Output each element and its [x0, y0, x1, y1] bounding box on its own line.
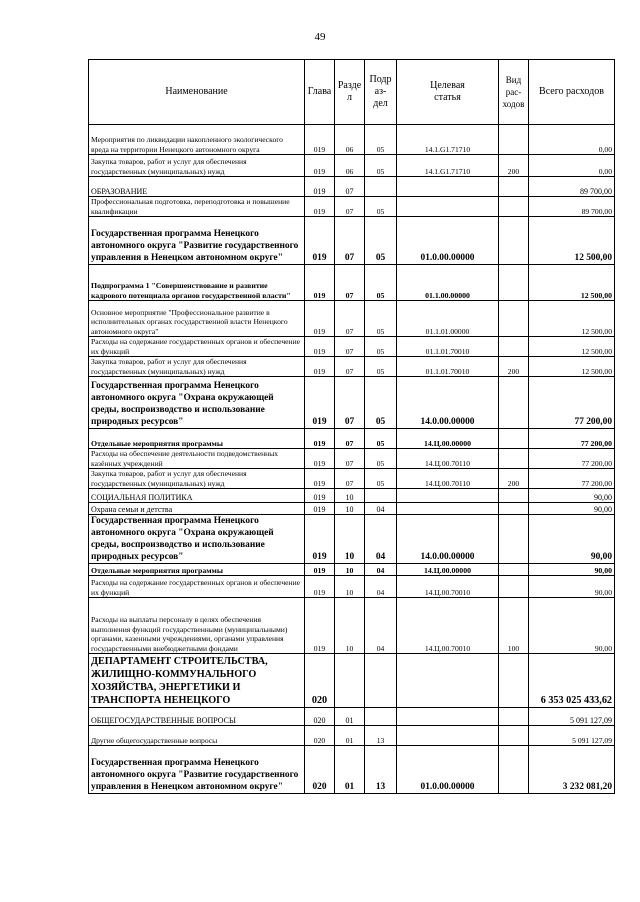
- row-total: 12 500,00: [529, 265, 615, 301]
- row-total: 90,00: [529, 489, 615, 503]
- col-header-name: Наименование: [89, 60, 305, 125]
- row-name: Профессиональная подготовка, переподготовка и повышение квалификации: [89, 197, 305, 217]
- table-header-row: [89, 60, 615, 125]
- table-body: [89, 125, 615, 794]
- row-chapter: 020: [305, 726, 335, 746]
- row-section: 07: [335, 301, 365, 337]
- row-subsection: 04: [365, 503, 397, 515]
- row-name: Закупка товаров, работ и услуг для обеспечения государственных (муниципальных) нужд: [89, 155, 305, 177]
- row-subsection: 05: [365, 125, 397, 155]
- row-total: 5 091 127,09: [529, 708, 615, 726]
- row-subsection: 04: [365, 515, 397, 564]
- row-expense-type: [499, 746, 529, 794]
- row-section: 07: [335, 197, 365, 217]
- table-row: [89, 654, 615, 708]
- budget-table: [88, 59, 615, 794]
- row-name: Расходы на выплаты персоналу в целях обеспечения выполнения функций государственными (муниципальными) органами, казенными учреждениями, органами управления государственными внебюджетными фондами: [89, 598, 305, 654]
- row-target: 14.1.G1.71710: [397, 125, 499, 155]
- row-section: 07: [335, 217, 365, 265]
- row-total: 0,00: [529, 125, 615, 155]
- row-expense-type: [499, 265, 529, 301]
- row-expense-type: 200: [499, 469, 529, 489]
- table-row: [89, 489, 615, 503]
- row-total: 12 500,00: [529, 301, 615, 337]
- row-chapter: 019: [305, 177, 335, 197]
- row-subsection: 05: [365, 197, 397, 217]
- row-chapter: 019: [305, 429, 335, 449]
- row-target: [397, 708, 499, 726]
- row-total: 3 232 081,20: [529, 746, 615, 794]
- row-subsection: 05: [365, 469, 397, 489]
- row-target: 14.Ц.00.00000: [397, 564, 499, 576]
- row-name: Государственная программа Ненецкого автономного округа "Охрана окружающей среды, воспроизводство и использование природных ресурсов": [89, 377, 305, 429]
- row-target: 01.1.00.00000: [397, 265, 499, 301]
- table-row: [89, 337, 615, 357]
- row-expense-type: [499, 449, 529, 469]
- table-row: [89, 449, 615, 469]
- row-expense-type: 200: [499, 357, 529, 377]
- row-chapter: 019: [305, 357, 335, 377]
- table-row: [89, 564, 615, 576]
- row-name: Расходы на содержание государственных органов и обеспечение их функций: [89, 337, 305, 357]
- row-target: 01.1.01.00000: [397, 301, 499, 337]
- row-total: 77 200,00: [529, 429, 615, 449]
- row-chapter: 019: [305, 449, 335, 469]
- row-total: 90,00: [529, 503, 615, 515]
- row-name: Закупка товаров, работ и услуг для обеспечения государственных (муниципальных) нужд: [89, 357, 305, 377]
- row-expense-type: [499, 197, 529, 217]
- row-target: 14.0.00.00000: [397, 377, 499, 429]
- row-target: 01.0.00.00000: [397, 746, 499, 794]
- row-chapter: 019: [305, 515, 335, 564]
- row-total: 77 200,00: [529, 449, 615, 469]
- row-chapter: 019: [305, 377, 335, 429]
- row-target: 01.0.00.00000: [397, 217, 499, 265]
- row-expense-type: [499, 217, 529, 265]
- row-section: 07: [335, 377, 365, 429]
- row-name: Мероприятия по ликвидации накопленного экологического вреда на территории Ненецкого автономного округа: [89, 125, 305, 155]
- col-header-target: Целевая статья: [397, 60, 499, 125]
- row-section: 07: [335, 469, 365, 489]
- col-header-total: Всего расходов: [529, 60, 615, 125]
- row-target: 14.Ц.00.70010: [397, 598, 499, 654]
- row-chapter: 020: [305, 708, 335, 726]
- row-target: 14.0.00.00000: [397, 515, 499, 564]
- row-name: Государственная программа Ненецкого автономного округа "Охрана окружающей среды, воспроизводство и использование природных ресурсов": [89, 515, 305, 564]
- row-total: 89 700,00: [529, 177, 615, 197]
- row-name: Отдельные мероприятия программы: [89, 429, 305, 449]
- row-section: 07: [335, 449, 365, 469]
- table-row: [89, 469, 615, 489]
- row-section: 10: [335, 503, 365, 515]
- row-total: 90,00: [529, 598, 615, 654]
- row-chapter: 019: [305, 125, 335, 155]
- row-name: Расходы на обеспечение деятельности подведомственных казённых учреждений: [89, 449, 305, 469]
- table-row: [89, 726, 615, 746]
- row-subsection: 05: [365, 301, 397, 337]
- row-target: 14.1.G1.71710: [397, 155, 499, 177]
- row-expense-type: [499, 515, 529, 564]
- row-target: [397, 654, 499, 708]
- row-chapter: 019: [305, 301, 335, 337]
- row-target: [397, 177, 499, 197]
- row-expense-type: [499, 654, 529, 708]
- row-subsection: 05: [365, 429, 397, 449]
- row-subsection: 05: [365, 337, 397, 357]
- page-number: 49: [314, 31, 326, 43]
- row-name: Закупка товаров, работ и услуг для обеспечения государственных (муниципальных) нужд: [89, 469, 305, 489]
- table-row: [89, 197, 615, 217]
- row-total: 90,00: [529, 564, 615, 576]
- row-subsection: 13: [365, 746, 397, 794]
- table-row: [89, 177, 615, 197]
- row-section: 07: [335, 357, 365, 377]
- row-chapter: 020: [305, 654, 335, 708]
- row-section: 07: [335, 337, 365, 357]
- row-section: 01: [335, 746, 365, 794]
- row-subsection: 05: [365, 217, 397, 265]
- row-expense-type: [499, 337, 529, 357]
- row-section: 06: [335, 125, 365, 155]
- row-subsection: 05: [365, 377, 397, 429]
- table-row: [89, 576, 615, 598]
- row-name: ОБРАЗОВАНИЕ: [89, 177, 305, 197]
- row-section: 07: [335, 177, 365, 197]
- row-target: 14.Ц.00.70010: [397, 576, 499, 598]
- row-name: Расходы на содержание государственных органов и обеспечение их функций: [89, 576, 305, 598]
- row-total: 6 353 025 433,62: [529, 654, 615, 708]
- row-subsection: [365, 177, 397, 197]
- row-expense-type: [499, 708, 529, 726]
- row-section: 01: [335, 726, 365, 746]
- row-subsection: 05: [365, 265, 397, 301]
- row-expense-type: 100: [499, 598, 529, 654]
- row-name: Охрана семьи и детства: [89, 503, 305, 515]
- row-subsection: 13: [365, 726, 397, 746]
- row-total: 12 500,00: [529, 337, 615, 357]
- row-expense-type: [499, 564, 529, 576]
- row-expense-type: 200: [499, 155, 529, 177]
- row-name: СОЦИАЛЬНАЯ ПОЛИТИКА: [89, 489, 305, 503]
- row-target: 14.Ц.00.00000: [397, 429, 499, 449]
- row-chapter: 020: [305, 746, 335, 794]
- table-row: [89, 377, 615, 429]
- col-header-subsection: Подр аз- дел: [365, 60, 397, 125]
- table-row: [89, 598, 615, 654]
- row-total: 90,00: [529, 576, 615, 598]
- table-row: [89, 217, 615, 265]
- table-row: [89, 503, 615, 515]
- row-target: 01.1.01.70010: [397, 337, 499, 357]
- row-total: 77 200,00: [529, 469, 615, 489]
- row-section: 10: [335, 515, 365, 564]
- row-expense-type: [499, 503, 529, 515]
- row-subsection: [365, 489, 397, 503]
- col-header-chapter: Глава: [305, 60, 335, 125]
- row-section: 10: [335, 576, 365, 598]
- row-expense-type: [499, 489, 529, 503]
- col-header-section: Разде л: [335, 60, 365, 125]
- row-chapter: 019: [305, 217, 335, 265]
- row-name: Государственная программа Ненецкого автономного округа "Развитие государственного управления в Ненецком автономном округе": [89, 746, 305, 794]
- table-row: [89, 708, 615, 726]
- row-name: ДЕПАРТАМЕНТ СТРОИТЕЛЬСТВА, ЖИЛИЩНО-КОММУНАЛЬНОГО ХОЗЯЙСТВА, ЭНЕРГЕТИКИ И ТРАНСПОРТА НЕНЕЦКОГО: [89, 654, 305, 708]
- col-header-expense-type: Вид рас- ходов: [499, 60, 529, 125]
- row-chapter: 019: [305, 564, 335, 576]
- row-expense-type: [499, 301, 529, 337]
- row-chapter: 019: [305, 576, 335, 598]
- row-total: 89 700,00: [529, 197, 615, 217]
- row-target: [397, 489, 499, 503]
- table-row: [89, 515, 615, 564]
- row-section: 10: [335, 598, 365, 654]
- row-section: 01: [335, 708, 365, 726]
- row-chapter: 019: [305, 337, 335, 357]
- row-total: 12 500,00: [529, 217, 615, 265]
- row-total: 0,00: [529, 155, 615, 177]
- row-expense-type: [499, 429, 529, 449]
- row-section: [335, 654, 365, 708]
- row-name: Другие общегосударственные вопросы: [89, 726, 305, 746]
- row-name: Отдельные мероприятия программы: [89, 564, 305, 576]
- row-name: Государственная программа Ненецкого автономного округа "Развитие государственного управления в Ненецком автономном округе": [89, 217, 305, 265]
- row-subsection: 04: [365, 564, 397, 576]
- row-target: 14.Ц.00.70110: [397, 469, 499, 489]
- row-section: 07: [335, 429, 365, 449]
- row-chapter: 019: [305, 155, 335, 177]
- table-row: [89, 429, 615, 449]
- table-row: [89, 125, 615, 155]
- row-section: 06: [335, 155, 365, 177]
- row-target: [397, 503, 499, 515]
- row-chapter: 019: [305, 598, 335, 654]
- row-section: 07: [335, 265, 365, 301]
- row-name: ОБЩЕГОСУДАРСТВЕННЫЕ ВОПРОСЫ: [89, 708, 305, 726]
- row-chapter: 019: [305, 469, 335, 489]
- table-row: [89, 155, 615, 177]
- row-subsection: 05: [365, 449, 397, 469]
- row-target: [397, 197, 499, 217]
- row-subsection: 05: [365, 155, 397, 177]
- row-target: 01.1.01.70010: [397, 357, 499, 377]
- row-total: 90,00: [529, 515, 615, 564]
- row-section: 10: [335, 564, 365, 576]
- row-total: 12 500,00: [529, 357, 615, 377]
- row-subsection: 04: [365, 598, 397, 654]
- row-chapter: 019: [305, 489, 335, 503]
- row-name: Основное мероприятие "Профессиональное развитие в исполнительных органах государственной власти Ненецкого автономного округа": [89, 301, 305, 337]
- row-chapter: 019: [305, 265, 335, 301]
- row-expense-type: [499, 177, 529, 197]
- row-target: 14.Ц.00.70110: [397, 449, 499, 469]
- row-total: 5 091 127,09: [529, 726, 615, 746]
- row-subsection: 04: [365, 576, 397, 598]
- table-row: [89, 265, 615, 301]
- table-row: [89, 301, 615, 337]
- row-subsection: 05: [365, 357, 397, 377]
- row-expense-type: [499, 377, 529, 429]
- row-expense-type: [499, 576, 529, 598]
- row-section: 10: [335, 489, 365, 503]
- row-subsection: [365, 654, 397, 708]
- row-chapter: 019: [305, 503, 335, 515]
- row-expense-type: [499, 125, 529, 155]
- row-name: Подпрограмма 1 "Совершенствование и развитие кадрового потенциала органов государственной власти": [89, 265, 305, 301]
- row-total: 77 200,00: [529, 377, 615, 429]
- table-row: [89, 357, 615, 377]
- row-target: [397, 726, 499, 746]
- table-row: [89, 746, 615, 794]
- row-subsection: [365, 708, 397, 726]
- row-chapter: 019: [305, 197, 335, 217]
- row-expense-type: [499, 726, 529, 746]
